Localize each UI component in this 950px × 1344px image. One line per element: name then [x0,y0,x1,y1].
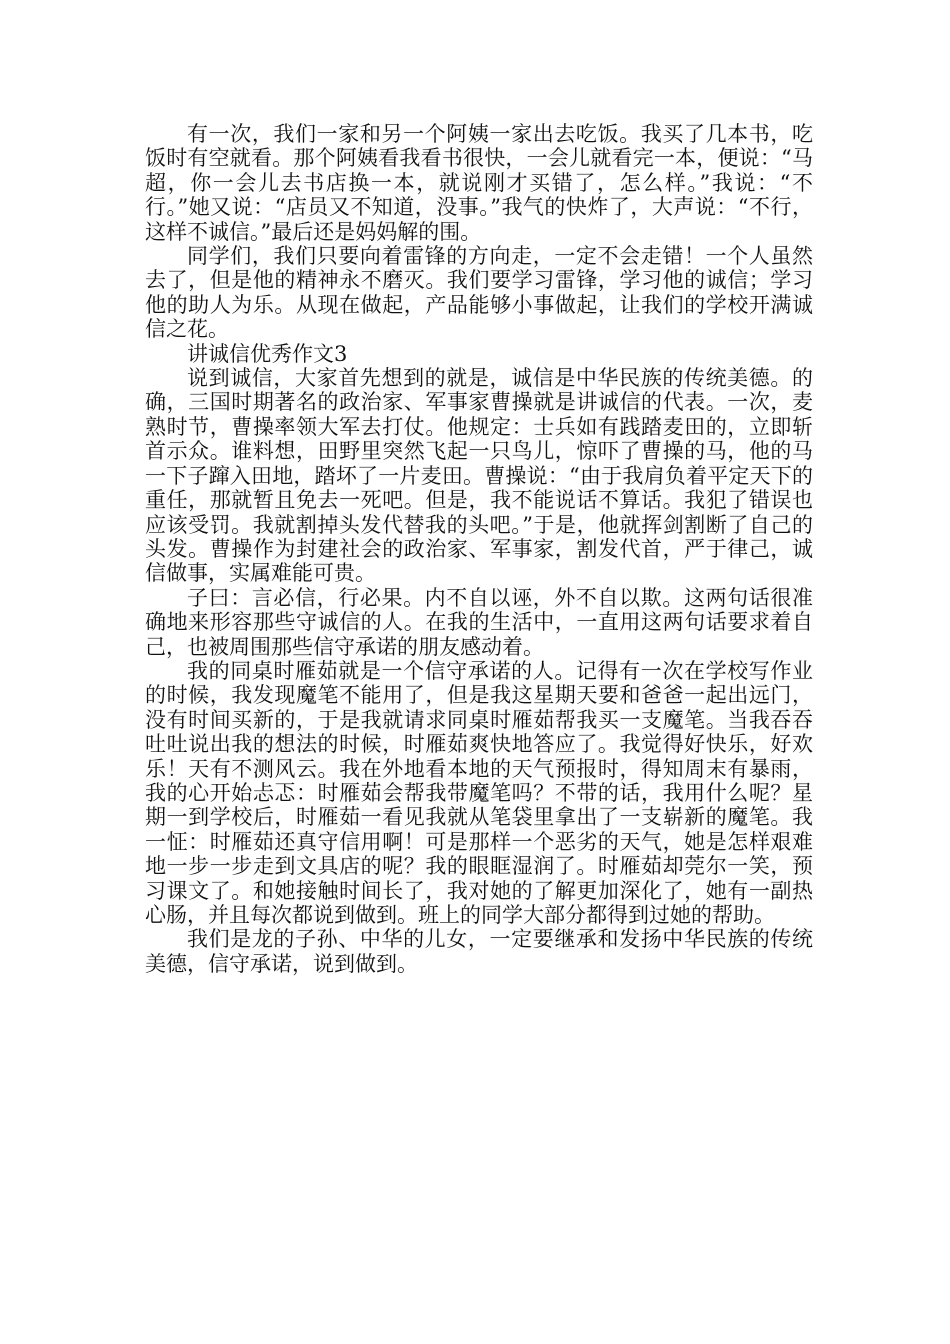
paragraph-conclusion: 我们是龙的子孙、中华的儿女，一定要继承和发扬中华民族的传统美德，信守承诺，说到做到。 [145,927,813,976]
paragraph-cao-cao: 说到诚信，大家首先想到的就是，诚信是中华民族的传统美德。的确，三国时期著名的政治家、军事家曹操就是讲诚信的代表。一次，麦熟时节，曹操率领大军去打仗。他规定：士兵如有践踏麦田的，立即斩首示众。谁料想，田野里突然飞起一只鸟儿，惊吓了曹操的马，他的马一下子蹿入田地，踏坏了一片麦田。曹操说：“由于我肩负着平定天下的重任，那就暂且免去一死吧。但是，我不能说话不算话。我犯了错误也应该受罚。我就割掉头发代替我的头吧。”于是，他就挥剑割断了自己的头发。曹操作为封建社会的政治家、军事家，割发代首，严于律己，诚信做事，实属难能可贵。 [145,366,813,586]
essay-heading: 讲诚信优秀作文3 [187,341,348,366]
paragraph-dinner-story: 有一次，我们一家和另一个阿姨一家出去吃饭。我买了几本书，吃饭时有空就看。那个阿姨看我看书很快，一会儿就看完一本，便说：“马超，你一会儿去书店换一本，就说刚才买错了，怎么样。”我说：“不行。”她又说：“店员又不知道，没事。”我气的快炸了，大声说：“不行，这样不诚信。”最后还是妈妈解的围。 [145,122,813,244]
paragraph-deskmate-story: 我的同桌时雁茹就是一个信守承诺的人。记得有一次在学校写作业的时候，我发现魔笔不能用了，但是我这星期天要和爸爸一起出远门，没有时间买新的，于是我就请求同桌时雁茹帮我买一支魔笔。当我吞吞吐吐说出我的想法的时候，时雁茹爽快地答应了。我觉得好快乐，好欢乐！天有不测风云。我在外地看本地的天气预报时，得知周末有暴雨，我的心开始忐忑：时雁茹会帮我带魔笔吗？不带的话，我用什么呢？星期一到学校后，时雁茹一看见我就从笔袋里拿出了一支崭新的魔笔。我一怔：时雁茹还真守信用啊！可是那样一个恶劣的天气，她是怎样艰难地一步一步走到文具店的呢？我的眼眶湿润了。时雁茹却莞尔一笑，预习课文了。和她接触时间长了，我对她的了解更加深化了，她有一副热心肠，并且每次都说到做到。班上的同学大部分都得到过她的帮助。 [145,658,813,927]
document-body [145,122,813,976]
paragraph-confucius-quote: 子曰：言必信，行必果。内不自以诬，外不自以欺。这两句话很准确地来形容那些守诚信的人。在我的生活中，一直用这两句话要求着自己，也被周围那些信守承诺的朋友感动着。 [145,585,813,659]
paragraph-lei-feng: 同学们，我们只要向着雷锋的方向走，一定不会走错！一个人虽然去了，但是他的精神永不磨灭。我们要学习雷锋，学习他的诚信；学习他的助人为乐。从现在做起，产品能够小事做起，让我们的学校开满诚信之花。 [145,244,813,342]
